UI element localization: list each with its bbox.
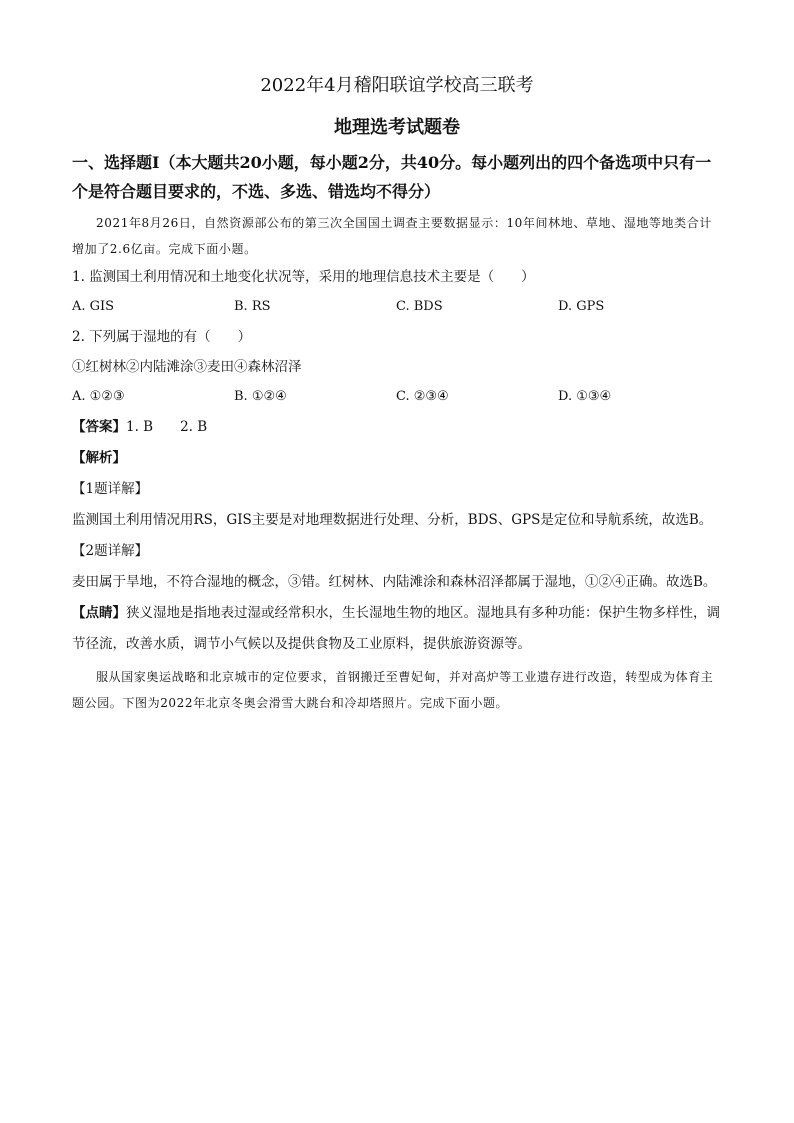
q2-option-b: B. ①②④ <box>234 389 287 404</box>
detail-2-text: 麦田属于旱地，不符合湿地的概念，③错。红树林、内陆滩涂和森林沼泽都属于湿地，①②④正确。故选B。 <box>72 574 717 590</box>
passage-2: 服从国家奥运战略和北京城市的定位要求，首钢搬迁至曹妃甸，并对高炉等工业遗存进行改造，转型成为体育主题公园。下图为2022年北京冬奥会滑雪大跳台和冷却塔照片。完成下面小题。 <box>72 670 714 710</box>
question-2-items: ①红树林②内陆滩涂③麦田④森林沼泽 <box>72 359 302 375</box>
q1-option-c: C. BDS <box>396 299 443 314</box>
detail-2-heading: 【2题详解】 <box>72 543 149 559</box>
question-1-stem: 1. 监测国土利用情况和土地变化状况等，采用的地理信息技术主要是（ ） <box>72 269 535 285</box>
q2-option-c: C. ②③④ <box>396 389 449 404</box>
q1-option-a: A. GIS <box>72 299 115 314</box>
tip-paragraph <box>72 598 722 660</box>
question-1-options <box>72 292 722 322</box>
question-2-options <box>72 382 722 412</box>
tip-label: 【点睛】 <box>72 605 126 621</box>
page-title: 2022年4月稽阳联谊学校高三联考 <box>260 75 534 96</box>
answer-label: 【答案】 <box>72 419 126 435</box>
q2-option-d: D. ①③④ <box>558 389 612 404</box>
analysis-line <box>72 443 722 474</box>
q1-option-d: D. GPS <box>558 299 605 314</box>
analysis-label: 【解析】 <box>72 450 126 466</box>
question-2-stem: 2. 下列属于湿地的有（ ） <box>72 329 252 345</box>
passage-1: 2021年8月26日，自然资源部公布的第三次全国国土调查主要数据显示：10年间林地、草地、湿地等地类合计增加了2.6亿亩。完成下面小题。 <box>72 216 712 256</box>
q1-option-b: B. RS <box>234 299 271 314</box>
answer-line <box>72 412 722 443</box>
tip-text: 狭义湿地是指地表过湿或经常积水，生长湿地生物的地区。湿地具有多种功能：保护生物多样性，调节径流，改善水质，调节小气候以及提供食物及工业原料，提供旅游资源等。 <box>72 605 720 652</box>
page-subtitle: 地理选考试题卷 <box>334 117 460 138</box>
section-heading: 一、选择题Ⅰ（本大题共20小题，每小题2分，共40分。每小题列出的四个备选项中只有一个是符合题目要求的，不选、多选、错选均不得分） <box>72 153 712 201</box>
detail-1-text: 监测国土利用情况用RS，GIS主要是对地理数据进行处理、分析，BDS、GPS是定位和导航系统，故选B。 <box>72 512 713 528</box>
document-page <box>72 64 722 716</box>
q2-option-a: A. ①②③ <box>72 389 125 404</box>
detail-1-heading: 【1题详解】 <box>72 481 149 497</box>
answer-value: 1. B 2. B <box>126 419 208 435</box>
